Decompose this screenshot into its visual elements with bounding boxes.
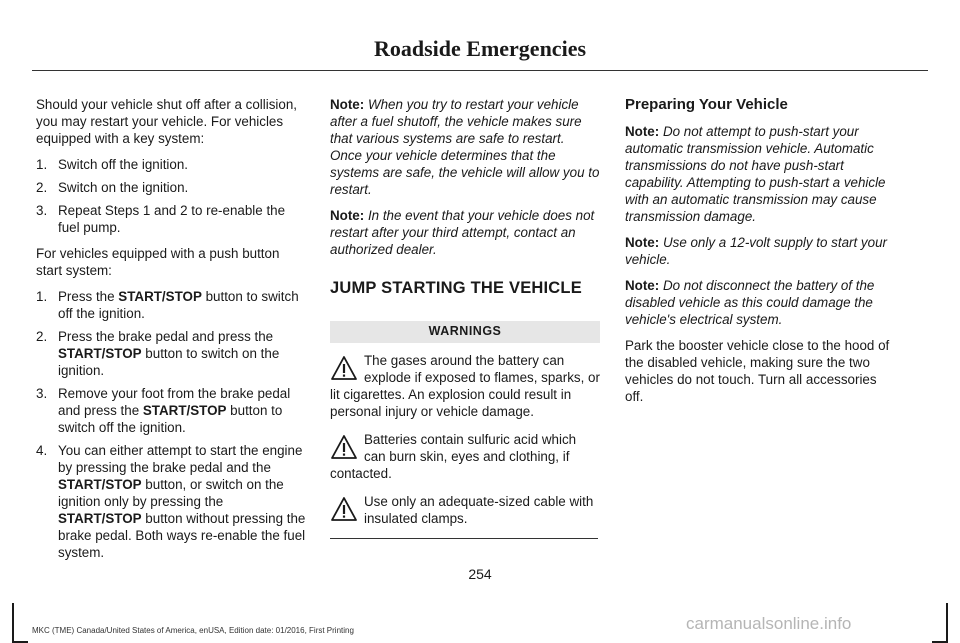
warning-item: Batteries contain sulfuric acid which can burn skin, eyes and clothing, if contacted. bbox=[330, 432, 577, 481]
list-item: 3. Repeat Steps 1 and 2 to re-enable the fuel pump. bbox=[36, 203, 286, 235]
warnings-header: WARNINGS bbox=[330, 321, 600, 343]
column-right bbox=[625, 96, 895, 414]
crop-mark bbox=[932, 641, 948, 643]
note: Note: In the event that your vehicle does not restart after your third attempt, contact an authorized dealer. bbox=[330, 208, 595, 257]
warning-triangle-icon bbox=[330, 434, 358, 460]
warnings-end-divider bbox=[330, 538, 598, 539]
subsection-heading: Preparing Your Vehicle bbox=[625, 96, 788, 113]
note: Note: When you try to restart your vehicle after a fuel shutoff, the vehicle makes sure that various systems are safe to restart. Once your vehicle determines that the systems are safe, the vehicle will allow you to restart. bbox=[330, 97, 600, 197]
column-middle bbox=[330, 96, 600, 539]
header-divider bbox=[32, 70, 928, 71]
list-item: 2. Press the brake pedal and press the START/STOP button to switch on the ignition. bbox=[36, 329, 280, 378]
warning-triangle-icon bbox=[330, 496, 358, 522]
list-item: 1. Press the START/STOP button to switch off the ignition. bbox=[36, 289, 299, 321]
crop-mark bbox=[12, 641, 28, 643]
column-left bbox=[36, 96, 306, 570]
body-paragraph: Park the booster vehicle close to the hood of the disabled vehicle, making sure the two vehicles do not touch. Turn all accessories off. bbox=[625, 338, 890, 404]
warning-item: The gases around the battery can explode if exposed to flames, sparks, or lit cigarettes. An explosion could result in personal injury or vehicle damage. bbox=[330, 353, 600, 419]
list-item: 2. Switch on the ignition. bbox=[36, 180, 189, 195]
key-system-steps bbox=[36, 156, 306, 236]
note: Note: Do not disconnect the battery of the disabled vehicle as this could damage the vehicle's electrical system. bbox=[625, 278, 875, 327]
warning-item: Use only an adequate-sized cable with insulated clamps. bbox=[330, 493, 600, 527]
page-title: Roadside Emergencies bbox=[373, 36, 587, 61]
list-item: 3. Remove your foot from the brake pedal and press the START/STOP button to switch off the ignition. bbox=[36, 386, 291, 435]
push-button-steps bbox=[36, 288, 306, 561]
push-button-intro: For vehicles equipped with a push button start system: bbox=[36, 246, 280, 278]
page-number: 254 bbox=[468, 566, 492, 582]
watermark: carmanualsonline.info bbox=[686, 614, 852, 633]
list-item: 1. Switch off the ignition. bbox=[36, 157, 189, 172]
note: Note: Do not attempt to push-start your automatic transmission vehicle. Automatic transmissions do not have push-start capability. Attempting to push-start a vehicle with an automatic transmission may cause transmission damage. bbox=[625, 124, 886, 224]
note: Note: Use only a 12-volt supply to start your vehicle. bbox=[625, 235, 887, 267]
list-item: 4. You can either attempt to start the engine by pressing the brake pedal and the START/STOP button, or switch on the ignition only by pressing the START/STOP button without pressing the brake pedal. Both ways re-enable the fuel system. bbox=[36, 443, 306, 560]
crop-mark bbox=[12, 603, 14, 643]
intro-paragraph: Should your vehicle shut off after a collision, you may restart your vehicle. For vehicles equipped with a key system: bbox=[36, 97, 298, 146]
section-heading: JUMP STARTING THE VEHICLE bbox=[330, 279, 582, 297]
crop-mark bbox=[946, 603, 948, 643]
warning-triangle-icon bbox=[330, 355, 358, 381]
edition-footer: MKC (TME) Canada/United States of America, enUSA, Edition date: 01/2016, First Printing bbox=[32, 626, 354, 635]
